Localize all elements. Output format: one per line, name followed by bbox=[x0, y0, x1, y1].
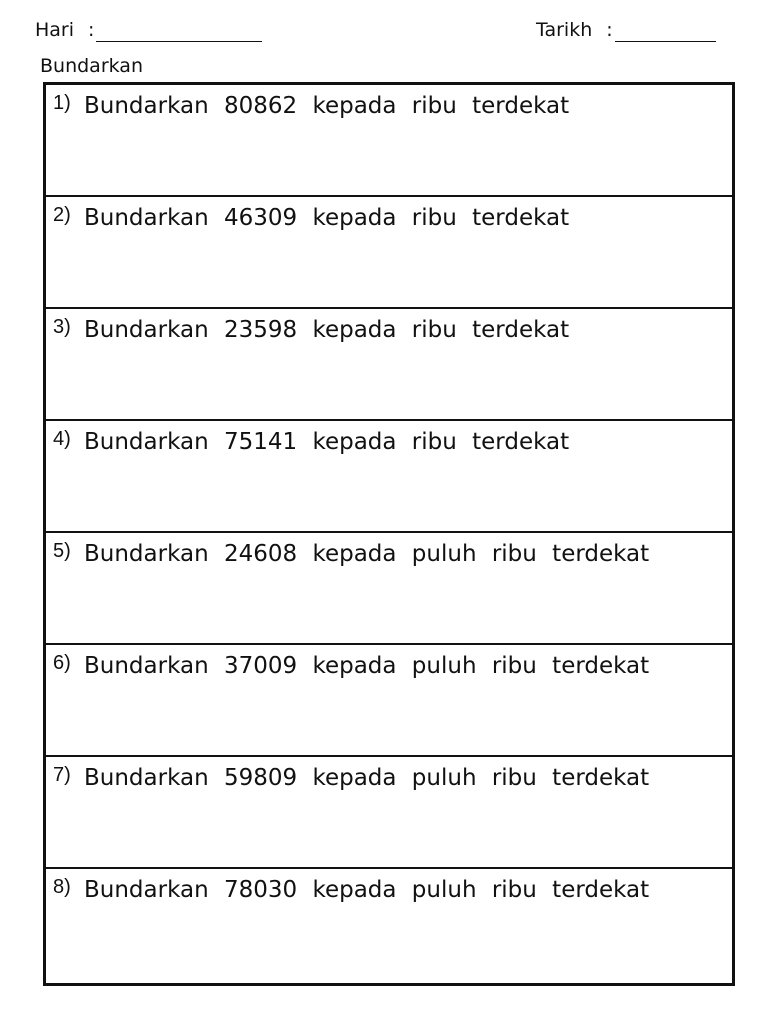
question-text: Bundarkan 23598 kepada ribu terdekat bbox=[84, 317, 570, 343]
question-number: 5) bbox=[53, 540, 71, 562]
question-text: Bundarkan 24608 kepada puluh ribu terdekat bbox=[84, 541, 650, 567]
question-row-3[interactable] bbox=[46, 309, 732, 421]
question-number: 7) bbox=[53, 764, 71, 786]
question-row-8[interactable] bbox=[46, 869, 732, 981]
question-row-1[interactable] bbox=[46, 85, 732, 197]
tarikh-label: Tarikh bbox=[536, 19, 593, 41]
question-number: 2) bbox=[53, 204, 71, 226]
question-number: 3) bbox=[53, 316, 71, 338]
question-text: Bundarkan 46309 kepada ribu terdekat bbox=[84, 205, 570, 231]
question-text: Bundarkan 78030 kepada puluh ribu terdekat bbox=[84, 877, 650, 903]
question-text: Bundarkan 37009 kepada puluh ribu terdekat bbox=[84, 653, 650, 679]
question-table bbox=[43, 82, 735, 986]
question-row-5[interactable] bbox=[46, 533, 732, 645]
question-row-4[interactable] bbox=[46, 421, 732, 533]
tarikh-field bbox=[536, 18, 716, 42]
question-number: 6) bbox=[53, 652, 71, 674]
question-text: Bundarkan 80862 kepada ribu terdekat bbox=[84, 93, 570, 119]
question-row-2[interactable] bbox=[46, 197, 732, 309]
hari-field bbox=[35, 18, 262, 42]
tarikh-colon: : bbox=[606, 19, 613, 41]
question-number: 8) bbox=[53, 876, 71, 898]
tarikh-blank-line[interactable] bbox=[615, 23, 716, 42]
hari-blank-line[interactable] bbox=[96, 23, 262, 42]
hari-colon: : bbox=[88, 19, 95, 41]
hari-label: Hari bbox=[35, 19, 75, 41]
question-text: Bundarkan 59809 kepada puluh ribu terdekat bbox=[84, 765, 650, 791]
question-row-6[interactable] bbox=[46, 645, 732, 757]
question-row-7[interactable] bbox=[46, 757, 732, 869]
question-number: 4) bbox=[53, 428, 71, 450]
section-title: Bundarkan bbox=[40, 55, 143, 77]
question-text: Bundarkan 75141 kepada ribu terdekat bbox=[84, 429, 570, 455]
question-number: 1) bbox=[53, 92, 71, 114]
